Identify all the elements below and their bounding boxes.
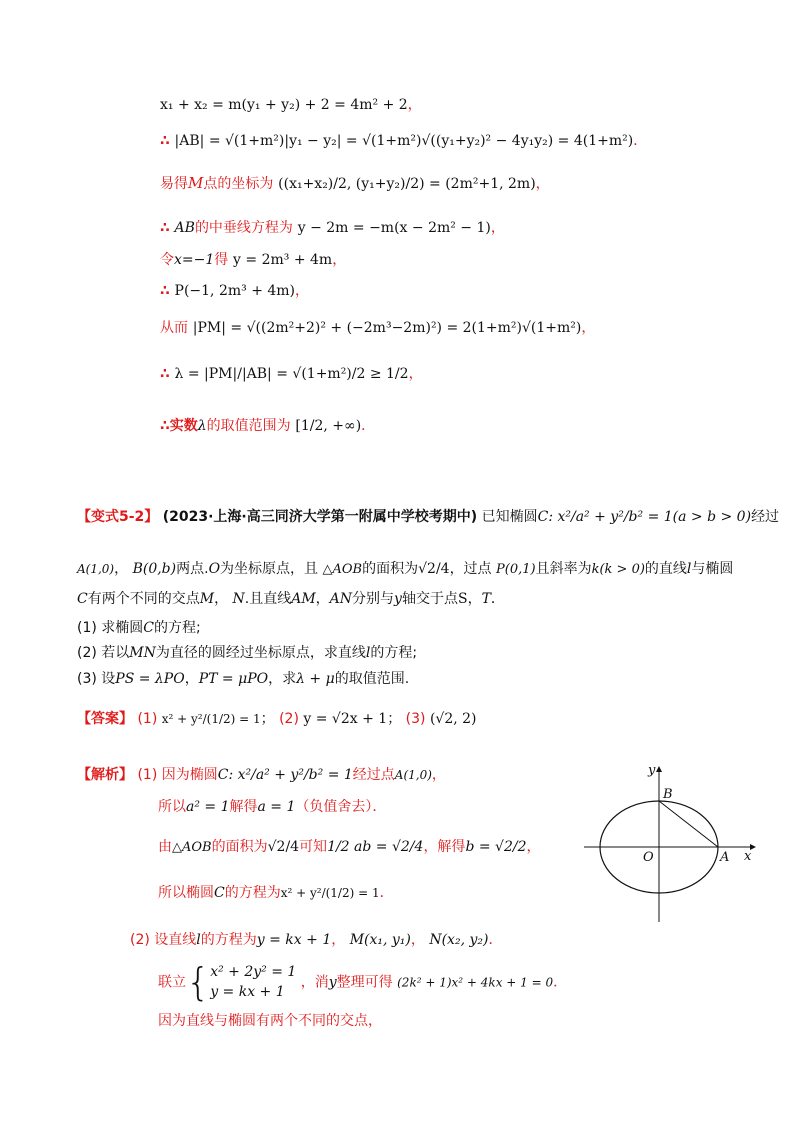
y-axis-arrow [656, 766, 662, 772]
label-a: A [720, 850, 730, 865]
problem-line-2: A(1,0)， B(0,b)两点.O为坐标原点，且 △AOB的面积为√2/4，过点 P(0,1)且斜率为k(k > 0)的直线l与椭圆 [77, 561, 734, 577]
solution-line-sum: x₁ + x₂ = m(y₁ + y₂) + 2 = 4m² + 2， [160, 97, 422, 113]
analysis-tag: 【解析】 [77, 767, 133, 783]
analysis-line-7: 因为直线与椭圆有两个不同的交点， [158, 1013, 382, 1029]
problem-source: (2023·上海·高三同济大学第一附属中学校考期中) [162, 509, 478, 525]
segment-ab [659, 801, 718, 847]
answer-line: 【答案】 (1) x² + y²/(1/2) = 1； (2) y = √2x + 1； (3) (√2, 2) [77, 711, 477, 727]
solution-line-midpoint: 易得M点的坐标为 ((x₁+x₂)/2, (y₁+y₂)/2) = (2m²+1, 2m)， [160, 174, 550, 192]
ellipse-figure [578, 760, 758, 925]
analysis-line-5: (2) 设直线l的方程为y = kx + 1， M(x₁, y₁)， N(x₂, y₂)． [130, 932, 503, 948]
question-1: (1) 求椭圆C的方程; [77, 620, 201, 636]
question-2: (2) 若以MN为直径的圆经过坐标原点，求直线l的方程; [77, 645, 418, 661]
solution-line-point-p: ∴ P(−1, 2m³ + 4m)， [160, 283, 310, 299]
label-b: B [663, 787, 673, 802]
question-3: (3) 设PS = λPO，PT = μPO，求λ + μ的取值范围. [77, 671, 410, 687]
problem-tag: 【变式5-2】 [77, 509, 159, 525]
solution-line-let-x: 令x=−1得 y = 2m³ + 4m， [160, 252, 347, 268]
analysis-line-2: 所以a² = 1解得a = 1（负值舍去）． [158, 799, 387, 815]
problem-line-1: 【变式5-2】 (2023·上海·高三同济大学第一附属中学校考期中) 已知椭圆C: x²/a² + y²/b² = 1(a > b > 0)经过 [77, 509, 780, 525]
answer-tag: 【答案】 [77, 711, 133, 727]
problem-line-3: C有两个不同的交点M， N.且直线AM，AN分别与y轴交于点S，T． [77, 591, 505, 607]
analysis-line-3: 由△AOB的面积为√2/4可知1/2 ab = √2/4，解得b = √2/2， [158, 839, 541, 855]
label-x: x [744, 849, 752, 864]
analysis-line-1: 【解析】 (1) 因为椭圆C: x²/a² + y²/b² = 1经过点A(1,0)， [77, 767, 446, 783]
solution-line-range: ∴实数λ的取值范围为 [1/2, +∞)． [160, 418, 376, 434]
solution-line-ab-length: ∴ |AB| = √(1+m²)|y₁ − y₂| = √(1+m²)√((y₁+y₂)² − 4y₁y₂) = 4(1+m²)． [160, 133, 648, 149]
solution-line-perp-bisector: ∴ AB的中垂线方程为 y − 2m = −m(x − 2m² − 1)， [160, 220, 505, 236]
label-o: O [643, 850, 654, 865]
analysis-line-6: 联立{ x² + 2y² = 1 y = kx + 1 ，消y整理可得 (2k² + 1)x² + 4kx + 1 = 0． [158, 960, 568, 1005]
label-y: y [648, 763, 656, 778]
solution-line-pm-length: 从而 |PM| = √((2m²+2)² + (−2m³−2m)²) = 2(1+m²)√(1+m²)， [160, 320, 596, 336]
analysis-line-4: 所以椭圆C的方程为x² + y²/(1/2) = 1． [158, 885, 394, 901]
solution-line-lambda: ∴ λ = |PM|/|AB| = √(1+m²)/2 ≥ 1/2， [160, 366, 423, 382]
